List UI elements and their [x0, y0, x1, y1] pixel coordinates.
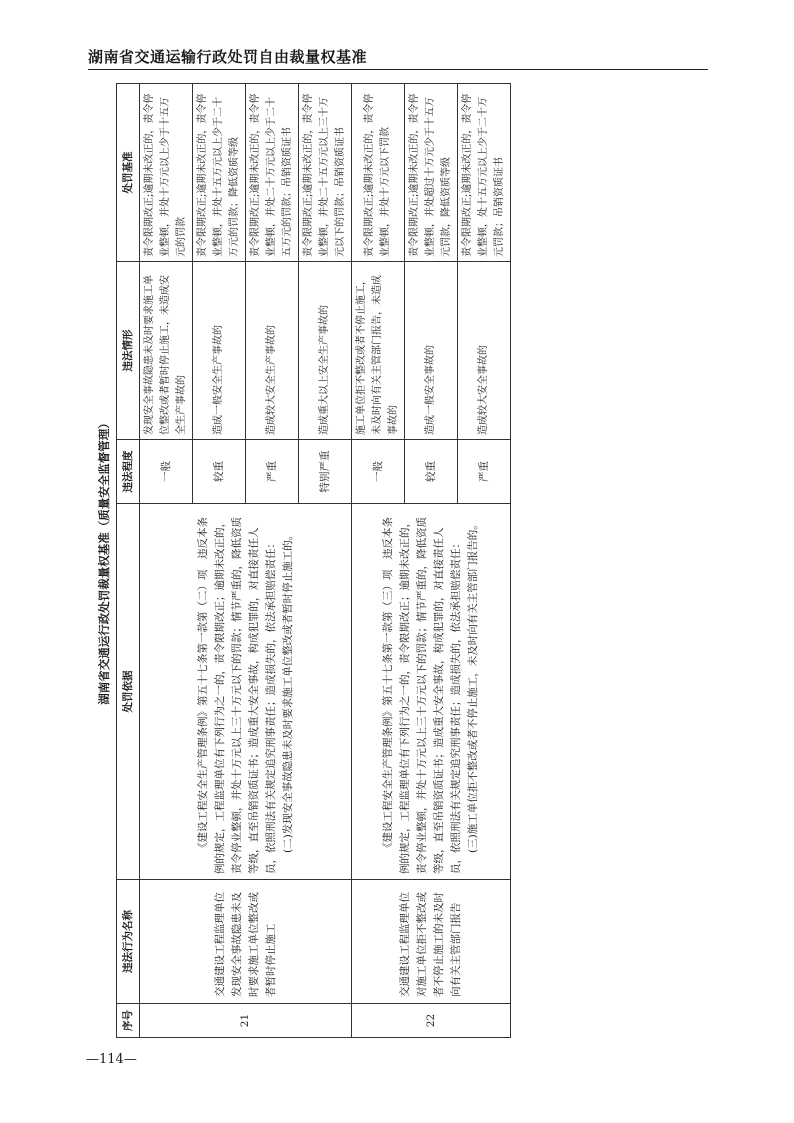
violation-name: 交通建设工程监理单位发现安全事故隐患未及时要求施工单位整改或者暂时停止施工 — [140, 880, 352, 1004]
row-number: 22 — [352, 1004, 511, 1038]
basis-paragraph: (三)施工单位拒不整改或者不停止施工，未及时向有关主管部门报告的。 — [467, 519, 479, 853]
violation-situation: 造成一般安全生产事故的 — [193, 262, 246, 440]
violation-situation: 造成一般安全事故的 — [405, 262, 458, 440]
basis-paragraph: 《建设工程安全生产管理条例》第五十七条第一款第（三）项 违反本条例的规定，工程监理单位有下列行为之一的，责令限期改正；逾期未改正的，责令停业整顿，并处十万元以上三十万元以下的罚款；情节严重的，降低资质等级，直至吊销资质证书；造成重大安全事故，构成犯罪的，对直接责任人员，依照刑法有关规定追究刑事责任；造成损失的，依法承担赔偿责任： — [382, 517, 462, 874]
row-number: 21 — [140, 1004, 352, 1038]
column-header-number: 序号 — [117, 1004, 140, 1038]
penalty-standard: 责令限期改正;逾期未改正的，责令停业整顿，处十五万元以上少于二十万元罚款；吊销资质证书 — [458, 84, 511, 262]
column-header-penalty-standard: 处罚基准 — [117, 84, 140, 262]
basis-paragraph: 《建设工程安全生产管理条例》第五十七条第一款第（二）项 违反本条例的规定，工程监理单位有下列行为之一的，责令限期改正；逾期未改正的，责令停业整顿，并处十万元以上三十万元以下的罚款；情节严重的，降低资质等级，直至吊销资质证书；造成重大安全事故，构成犯罪的，对直接责任人员，依照刑法有关规定追究刑事责任；造成损失的，依法承担赔偿责任： — [196, 517, 277, 874]
violation-situation: 发现安全事故隐患未及时要求施工单位整改或者暂时停止施工，未造成安全生产事故的 — [140, 262, 193, 440]
violation-situation: 造成重大以上安全生产事故的 — [299, 262, 352, 440]
table-row — [140, 84, 193, 1038]
violation-degree: 较重 — [193, 440, 246, 504]
rotated-table-container — [92, 84, 692, 1038]
basis-paragraph: (二)发现安全事故隐患未及时要求施工单位整改或者暂时停止施工的。 — [281, 529, 294, 853]
column-header-violation-situation: 违法情形 — [117, 262, 140, 440]
header-divider — [88, 69, 708, 70]
penalty-standard: 责令限期改正;逾期未改正的，责令停业整顿，并处二十五万元以上三十万元以下的罚款；吊销资质证书 — [299, 84, 352, 262]
column-header-penalty-basis: 处罚依据 — [117, 504, 140, 880]
penalty-discretion-table — [116, 83, 511, 1038]
table-row — [352, 84, 405, 1038]
penalty-standard: 责令限期改正;逾期未改正的，责令停业整顿，并处二十万元以上少于二十五万元的罚款；吊销资质证书 — [246, 84, 299, 262]
violation-name: 交通建设工程监理单位对施工单位拒不整改或者不停止施工的未及时向有关主管部门报告 — [352, 880, 511, 1004]
violation-degree: 一般 — [140, 440, 193, 504]
column-header-violation-degree: 违法程度 — [117, 440, 140, 504]
penalty-standard: 责令限期改正;逾期未改正的，责令停业整顿，并处超过十万元少于十五万元罚款，降低资质等级 — [405, 84, 458, 262]
table-header-row — [117, 84, 140, 1038]
violation-situation: 造成较大安全事故的 — [458, 262, 511, 440]
violation-degree: 一般 — [352, 440, 405, 504]
penalty-basis — [352, 504, 511, 880]
violation-degree: 严重 — [246, 440, 299, 504]
penalty-standard: 责令限期改正;逾期未改正的，责令停业整顿，并处十万元以下罚款 — [352, 84, 405, 262]
violation-degree: 较重 — [405, 440, 458, 504]
document-header-title: 湖南省交通运输行政处罚自由裁量权基准 — [88, 48, 368, 66]
page-number: —114— — [86, 1052, 137, 1067]
penalty-standard: 责令限期改正;逾期未改正的，责令停业整顿，并处十万元以上少于十五万元的罚款 — [140, 84, 193, 262]
table-caption: 湖南省交通运行政处罚裁量权基准（质量安全监督管理） — [97, 417, 111, 705]
violation-situation: 造成较大安全生产事故的 — [246, 262, 299, 440]
violation-degree: 特别严重 — [299, 440, 352, 504]
penalty-standard: 责令限期改正;逾期未改正的，责令停业整顿，并处十五万元以上少于二十万元的罚款；降低资质等级 — [193, 84, 246, 262]
violation-degree: 严重 — [458, 440, 511, 504]
violation-situation: 施工单位拒不整改或者不停止施工，未及时向有关主管部门报告，未造成事故的 — [352, 262, 405, 440]
column-header-violation-name: 违法行为名称 — [117, 880, 140, 1004]
penalty-basis — [140, 504, 352, 880]
